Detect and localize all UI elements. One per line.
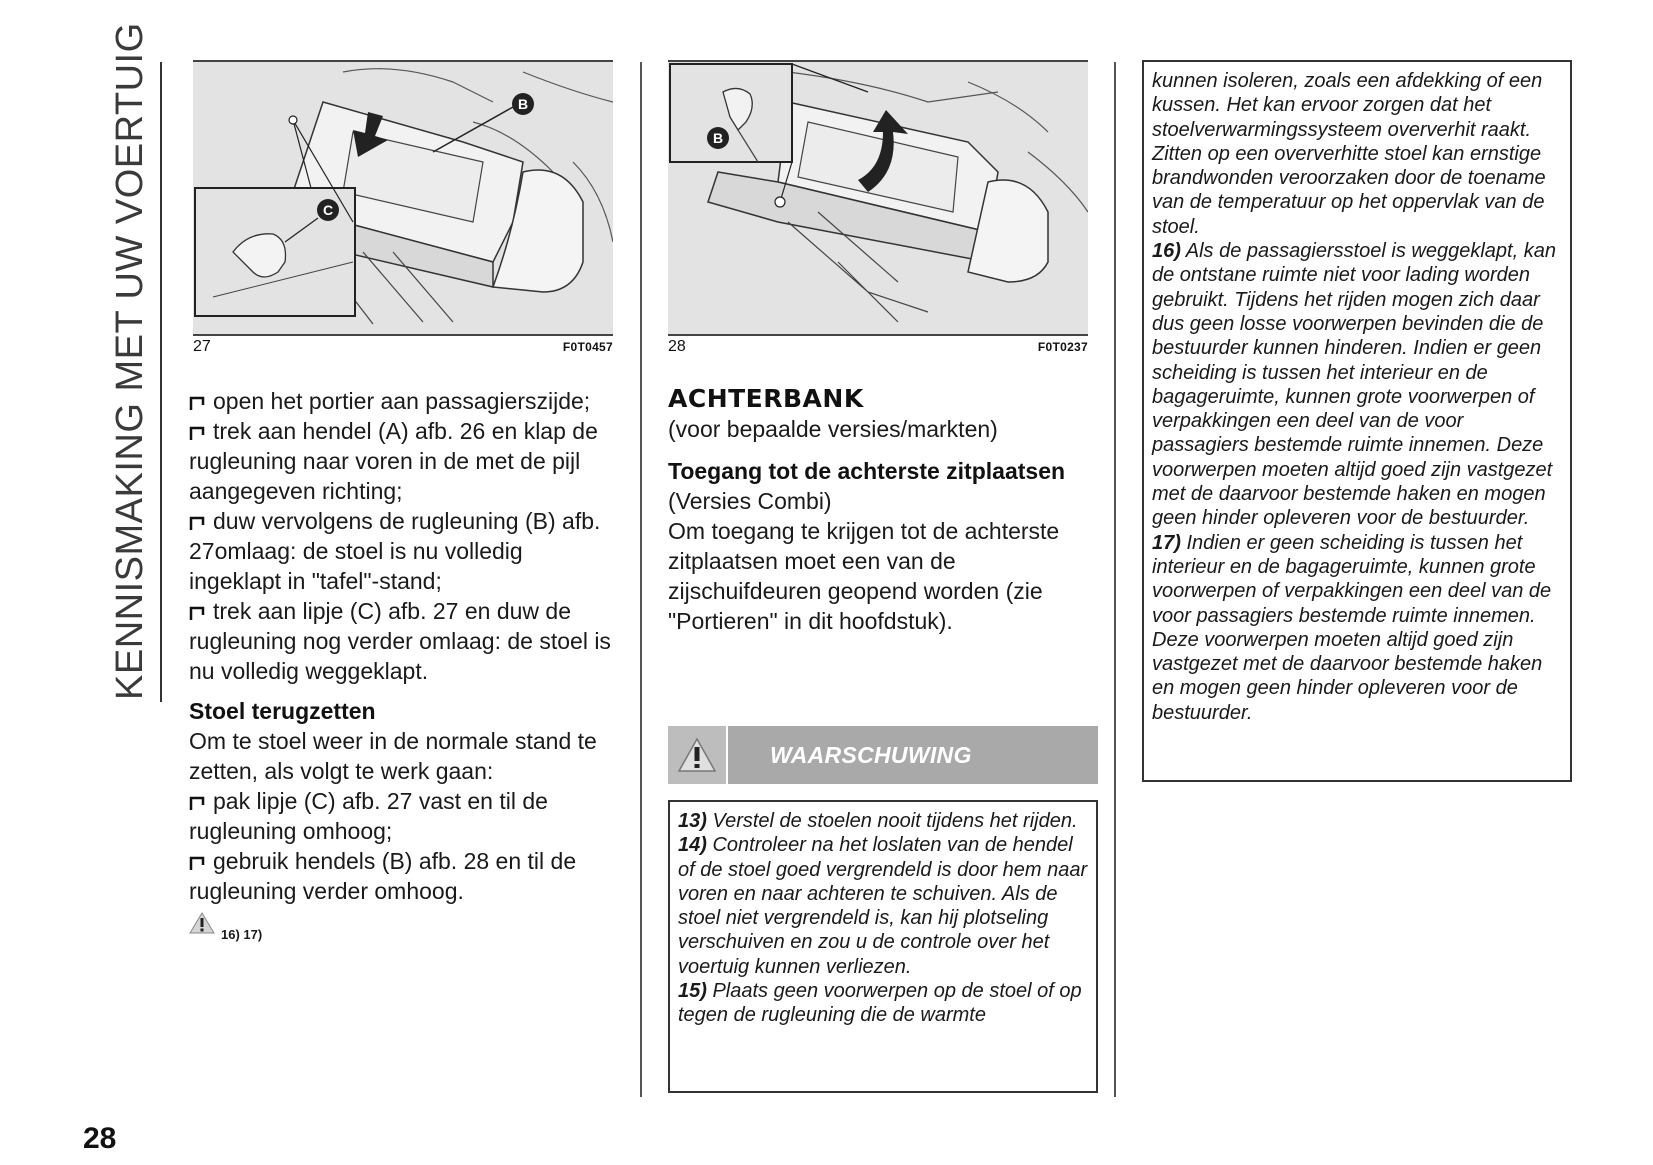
list-item: duw vervolgens de rugleuning (B) afb. 27omlaag: de stoel is nu volledig ingeklapt in "tafel"-stand; [189,508,601,594]
figure-28-number: 28 [668,338,686,355]
figure-27-label-b: B [517,96,529,112]
figure-28-code: F0T0237 [1037,340,1088,354]
figure-28 [668,60,1088,360]
warning-header-bar [668,726,1098,784]
bullet-box-icon [189,606,205,621]
list-item: open het portier aan passagierszijde; [189,386,619,416]
warning-continued: kunnen isoleren, zoals een afdekking of een kussen. Het kan ervoor zorgen dat het stoelverwarmingssysteem oververhit raakt. Zitten op een oververhitte stoel kan ernstige brandwonden veroorzaken door de toename van de temperatuur op het oppervlak van de stoel. [1152,70,1546,238]
subheading-stoel-terugzetten: Stoel terugzetten [189,698,376,724]
warning-box-1 [668,800,1098,1093]
intro-paragraph: Om te stoel weer in de normale stand te zetten, als volgt te werk gaan: [189,728,597,784]
bullet-box-icon [189,426,205,441]
column-2-text [668,384,1098,636]
side-title-rule [160,62,162,702]
figure-27 [193,60,613,360]
figure-27-label-c: C [322,202,334,218]
warning-item-15: 15) Plaats geen voorwerpen op de stoel of op tegen de rugleuning die de warmte [678,980,1082,1027]
list-item: trek aan lipje (C) afb. 27 en duw de rugleuning nog verder omlaag: de stoel is nu volledig weggeklapt. [189,598,611,684]
bullet-box-icon [189,856,205,871]
bullet-box-icon [189,516,205,531]
column-divider-1 [640,62,642,1097]
bullet-box-icon [189,796,205,811]
warning-triangle-icon [189,912,215,934]
warning-item-16: 16) Als de passagiersstoel is weggeklapt, kan de ontstane ruimte niet voor lading worden gebruikt. Tijdens het rijden mogen zich daar dus geen losse voorwerpen bevinden die de bestuurder kunnen hinderen. Indien er geen scheiding is tussen het interieur en de bagageruimte, kunnen grote voorwerpen of verpakkingen een deel van de voor passagiers bestemde ruimte innemen. Deze voorwerpen moeten altijd goed zijn vastgezet met de daarvoor bestemde haken en mogen geen hinder opleveren voor de bestuurder. [1152,240,1556,530]
warning-item-17: 17) Indien er geen scheiding is tussen het interieur en de bagageruimte, kunnen grote voorwerpen of verpakkingen een deel van de voor passagiers bestemde ruimte innemen. Deze voorwerpen moeten altijd goed zijn vastgezet met de daarvoor bestemde haken en mogen geen hinder opleveren voor de bestuurder. [1152,531,1552,724]
warning-icon-cell [668,726,728,784]
bullet-box-icon [189,396,205,411]
figure-27-illustration [193,60,613,336]
chapter-title-text: KENNISMAKING MET UW VOERTUIG [109,22,151,700]
figure-28-illustration [668,60,1088,336]
warning-box-2 [1142,60,1572,782]
column-1-text [189,386,619,942]
figure-27-number: 27 [193,338,211,355]
version-note: (Versies Combi) [668,488,832,514]
page-number: 28 [83,1122,117,1155]
warning-triangle-icon [677,737,717,773]
figure-28-label-b: B [712,130,724,146]
column-divider-2 [1114,62,1116,1097]
list-item: pak lipje (C) afb. 27 vast en til de rugleuning omhoog; [189,788,548,844]
warning-note-refs [189,912,619,942]
figure-27-code: F0T0457 [562,340,613,354]
note-refs-text: 16) 17) [221,927,263,942]
list-item: trek aan hendel (A) afb. 26 en klap de rugleuning naar voren in de met de pijl aangegeven richting; [189,418,598,504]
warning-label: WAARSCHUWING [770,741,972,768]
warning-item-13: 13) Verstel de stoelen nooit tijdens het rijden. [678,810,1078,832]
chapter-side-title [100,22,160,700]
list-item: gebruik hendels (B) afb. 28 en til de rugleuning verder omhoog. [189,848,577,904]
section-subtitle: (voor bepaalde versies/markten) [668,416,998,442]
section-title-achterbank: ACHTERBANK [668,384,864,413]
body-paragraph: Om toegang te krijgen tot de achterste zitplaatsen moet een van de zijschuifdeuren geopend worden (zie "Portieren" in dit hoofdstuk). [668,518,1060,634]
warning-item-14: 14) Controleer na het loslaten van de hendel of de stoel goed vergrendeld is door hem naar voren en naar achteren te schuiven. Als de stoel niet vergrendeld is, kan hij plotseling verschuiven en zou u de controle over het voertuig kunnen verliezen. [678,834,1088,978]
subheading-toegang: Toegang tot de achterste zitplaatsen [668,458,1066,484]
